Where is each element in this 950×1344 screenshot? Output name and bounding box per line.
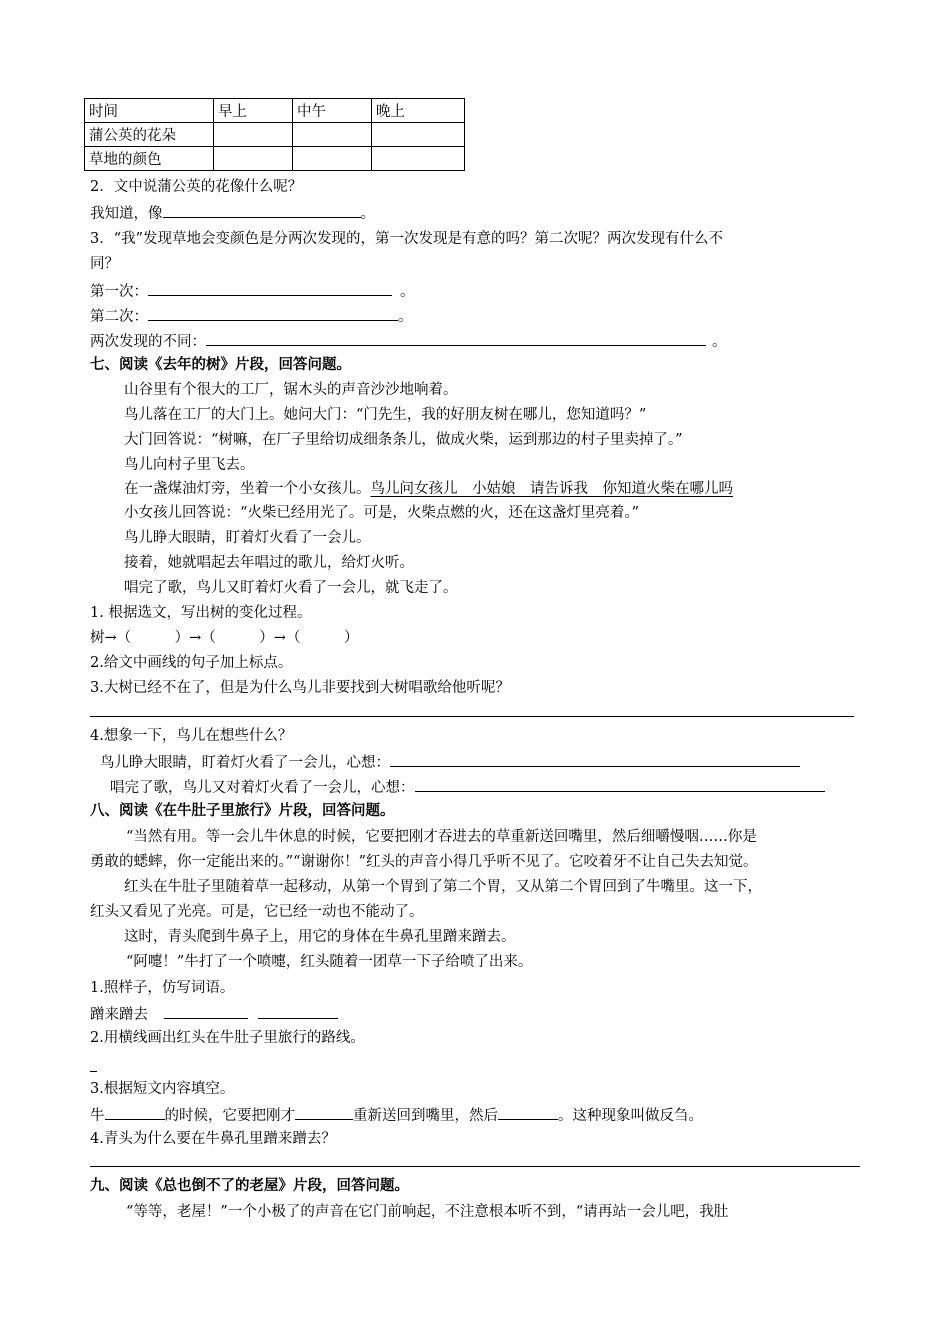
question-text: 同？ [90,256,119,272]
answer-line [110,775,825,799]
table-row-label: 蒲公英的花朵 [85,123,214,147]
answer-blank[interactable] [415,775,825,792]
answer-line [90,329,727,353]
answer-blank[interactable] [295,1103,353,1120]
table-header-row [85,99,465,123]
answer-blank[interactable] [258,1002,338,1019]
section-title: 八、阅读《在牛肚子里旅行》片段，回答问题。 [90,802,395,819]
question-text: 2．文中说蒲公英的花像什么呢？ [90,179,303,195]
answer-cell[interactable] [214,147,293,171]
table-row [85,123,465,147]
passage-paragraph [124,478,733,500]
answer-blank[interactable] [498,1103,558,1120]
punctuation: 。 [400,284,415,300]
answer-cell[interactable] [372,123,465,147]
answer-line [90,201,375,225]
punctuation: 。 [360,206,375,222]
answer-blank[interactable] [148,304,398,321]
answer-line [90,304,413,328]
punctuation: 。 [398,309,413,325]
answer-cell[interactable] [293,123,372,147]
passage-paragraph: 接着，她就唱起去年唱过的歌儿，给灯火听。 [124,555,414,571]
answer-rule[interactable] [90,716,854,717]
answer-line [90,1002,338,1026]
question-text: 4.青头为什么要在牛鼻孔里蹭来蹭去？ [90,1131,336,1147]
punctuation: 。 [712,334,727,350]
answer-label: 两次发现的不同： [90,334,206,350]
passage-paragraph: 唱完了歌，鸟儿又盯着灯火看了一会儿，就飞走了。 [124,580,458,596]
passage-text: 在一盏煤油灯旁，坐着一个小女孩儿。 [124,481,371,497]
answer-cell[interactable] [372,147,465,171]
answer-blank[interactable] [105,1103,165,1120]
passage-paragraph: “阿嚏！”牛打了一个喷嚏，红头随着一团草一下子给喷了出来。 [126,954,533,970]
passage-paragraph: “当然有用。等一会儿牛休息的时候，它要把刚才吞进去的草重新送回嘴里，然后细嚼慢咽……你是 [126,829,757,845]
table-header-cell: 时间 [85,99,214,123]
table-header-cell: 晚上 [372,99,465,123]
table-row [85,147,465,171]
question-text: 1. 根据选文，写出树的变化过程。 [90,605,312,621]
answer-blank[interactable] [206,329,706,346]
answer-line [100,750,800,774]
passage-paragraph: 山谷里有个很大的工厂，锯木头的声音沙沙地响着。 [124,382,458,398]
passage-paragraph: “等等，老屋！”一个小极了的声音在它门前响起，不注意根本听不到，“请再站一会儿吧，我肚 [126,1204,729,1220]
fill-text: 。这种现象叫做反刍。 [558,1108,703,1124]
answer-rule[interactable] [90,1166,860,1167]
table-row-label: 草地的颜色 [85,147,214,171]
fill-text: 牛 [90,1108,105,1124]
passage-paragraph: 红头又看见了光亮。可是，它已经一动也不能动了。 [90,904,424,920]
section-title: 七、阅读《去年的树》片段，回答问题。 [90,356,351,373]
passage-paragraph: 这时，青头爬到牛鼻子上，用它的身体在牛鼻孔里蹭来蹭去。 [124,929,516,945]
question-text: 3.大树已经不在了，但是为什么鸟儿非要找到大树唱歌给他听呢？ [90,680,510,696]
answer-rule[interactable] [90,1071,97,1072]
answer-line [90,1103,703,1127]
passage-paragraph: 大门回答说：“树嘛，在厂子里给切成细条条儿，做成火柴，运到那边的村子里卖掉了。” [124,432,683,448]
table-header-cell: 早上 [214,99,293,123]
answer-blank[interactable] [164,1002,248,1019]
question-text: 3.根据短文内容填空。 [90,1081,235,1097]
answer-blank[interactable] [390,750,800,767]
fill-text: 重新送回到嘴里，然后 [353,1108,498,1124]
answer-cell[interactable] [214,123,293,147]
section-title: 九、阅读《总也倒不了的老屋》片段，回答问题。 [90,1177,409,1194]
passage-paragraph: 小女孩儿回答说：“火柴已经用光了。可是，火柴点燃的火，还在这盏灯里亮着。” [124,505,640,521]
question-text: 3．“我”发现草地会变颜色是分两次发现的，第一次发现是有意的吗？第二次呢？两次发现有什么不 [90,231,724,247]
underlined-sentence: 鸟儿问女孩儿 小姑娘 请告诉我 你知道火柴在哪儿吗 [370,481,733,497]
passage-paragraph: 鸟儿向村子里飞去。 [124,457,255,473]
answer-line [90,279,415,303]
answer-line: 树→（ ）→（ ）→（ ） [90,630,359,646]
answer-blank[interactable] [163,201,361,218]
table-header-cell: 中午 [293,99,372,123]
answer-prefix: 我知道，像 [90,206,163,222]
answer-blank[interactable] [148,279,392,296]
passage-paragraph: 鸟儿落在工厂的大门上。她问大门：“门先生，我的好朋友树在哪儿，您知道吗？” [124,407,647,423]
question-text: 2.给文中画线的句子加上标点。 [90,655,293,671]
answer-label: 唱完了歌，鸟儿又对着灯火看了一会儿，心想： [110,780,415,796]
fill-text: 的时候，它要把刚才 [164,1108,295,1124]
observation-table [84,98,465,171]
passage-paragraph: 勇敢的蟋蟀，你一定能出来的。”“谢谢你！”红头的声音小得几乎听不见了。它咬着牙不让自己失去知觉。 [90,854,758,870]
answer-cell[interactable] [293,147,372,171]
example-word: 蹭来蹭去 [90,1007,148,1023]
answer-label: 鸟儿睁大眼睛，盯着灯火看了一会儿，心想： [100,755,390,771]
passage-paragraph: 鸟儿睁大眼睛，盯着灯火看了一会儿。 [124,530,371,546]
answer-label: 第二次： [90,309,148,325]
answer-label: 第一次： [90,284,148,300]
question-text: 1.照样子，仿写词语。 [90,980,235,996]
question-text: 2.用横线画出红头在牛肚子里旅行的路线。 [90,1030,365,1046]
question-text: 4.想象一下，鸟儿在想些什么？ [90,728,293,744]
passage-paragraph: 红头在牛肚子里随着草一起移动，从第一个胃到了第二个胃，又从第二个胃回到了牛嘴里。这一下， [124,879,762,895]
